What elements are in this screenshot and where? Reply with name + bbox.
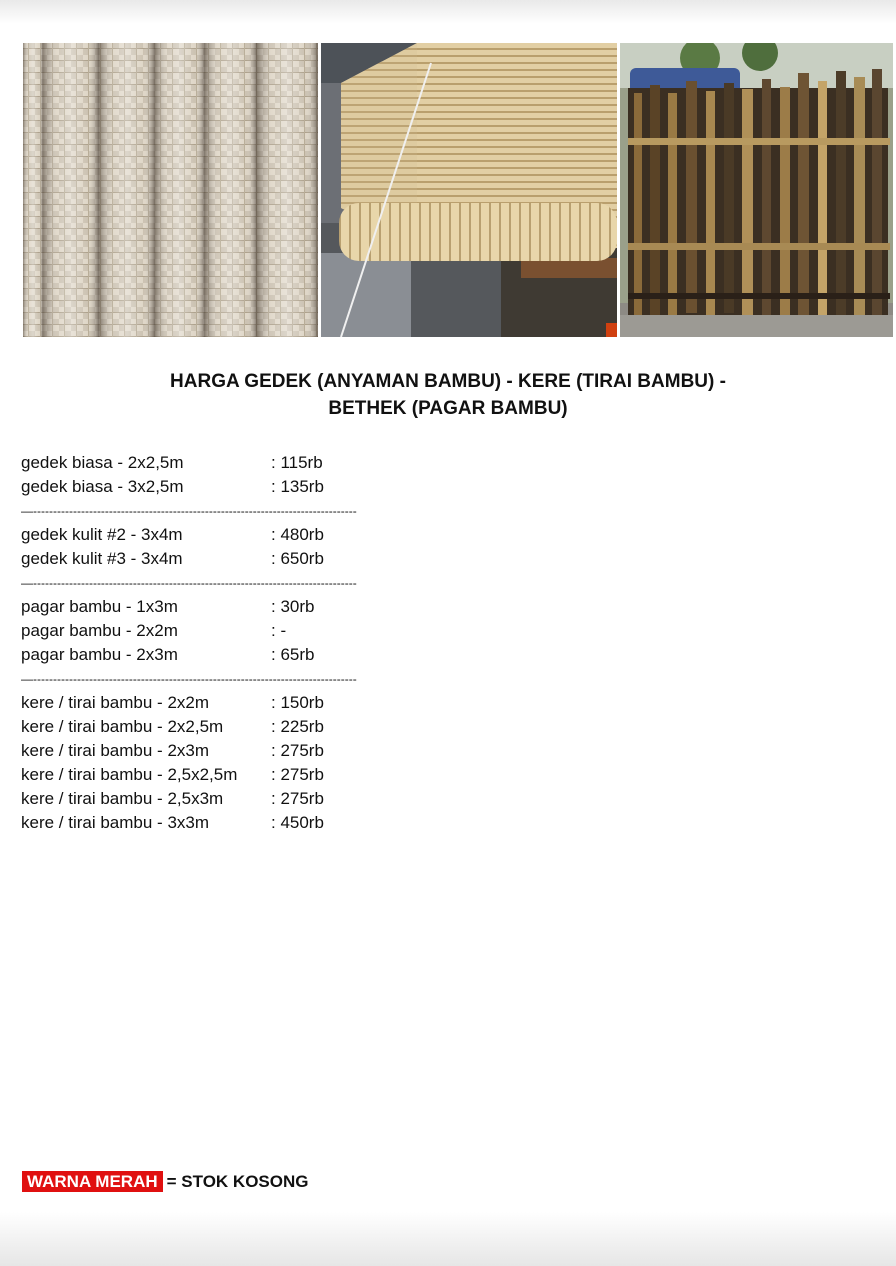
item-price: : 275rb: [271, 741, 324, 760]
list-item: [21, 475, 441, 499]
title-line-1: HARGA GEDEK (ANYAMAN BAMBU) - KERE (TIRAI BAMBU) -: [170, 371, 726, 392]
item-price: : 225rb: [271, 717, 324, 736]
item-price: : 450rb: [271, 813, 324, 832]
item-label: kere / tirai bambu - 2x2m: [21, 693, 210, 712]
item-label: pagar bambu - 2x3m: [21, 645, 178, 664]
item-price: : 275rb: [271, 789, 324, 808]
divider: —---------------------------------------------------------------------------------: [21, 576, 357, 590]
item-label: gedek kulit #3 - 3x4m: [21, 549, 183, 568]
list-item: [21, 715, 441, 739]
divider: —---------------------------------------------------------------------------------: [21, 672, 357, 686]
page-title: [0, 368, 896, 422]
item-label: gedek kulit #2 - 3x4m: [21, 525, 183, 544]
list-item: [21, 811, 441, 835]
divider: —---------------------------------------------------------------------------------: [21, 504, 357, 518]
legend-text: = STOK KOSONG: [166, 1172, 309, 1191]
list-item: [21, 451, 441, 475]
product-photo-strip: [23, 43, 893, 337]
list-item: [21, 619, 441, 643]
item-label: pagar bambu - 1x3m: [21, 597, 178, 616]
item-label: kere / tirai bambu - 2x2,5m: [21, 717, 224, 736]
page-top-shade: [0, 0, 896, 24]
item-label: kere / tirai bambu - 2x3m: [21, 741, 210, 760]
title-line-2: BETHEK (PAGAR BAMBU): [328, 398, 568, 419]
item-label: kere / tirai bambu - 2,5x2,5m: [21, 765, 238, 784]
price-list: [21, 451, 441, 835]
gedek-photo: [23, 43, 318, 337]
item-label: gedek biasa - 3x2,5m: [21, 477, 184, 496]
page-bottom-shade: [0, 1212, 896, 1266]
item-price: : 275rb: [271, 765, 324, 784]
list-item: [21, 739, 441, 763]
item-price: : 135rb: [271, 477, 324, 496]
red-color-badge: WARNA MERAH: [22, 1171, 163, 1192]
list-item: [21, 523, 441, 547]
list-item: [21, 763, 441, 787]
item-price: : 150rb: [271, 693, 324, 712]
list-item: [21, 691, 441, 715]
list-item: [21, 787, 441, 811]
item-label: kere / tirai bambu - 3x3m: [21, 813, 210, 832]
list-item: [21, 595, 441, 619]
item-label: pagar bambu - 2x2m: [21, 621, 178, 640]
item-price: : 480rb: [271, 525, 324, 544]
item-price: : 650rb: [271, 549, 324, 568]
stock-legend: [22, 1171, 309, 1193]
item-label: kere / tirai bambu - 2,5x3m: [21, 789, 224, 808]
item-price: : 115rb: [271, 453, 323, 472]
item-price: : 65rb: [271, 645, 315, 664]
bethek-photo: [620, 43, 893, 337]
list-item: [21, 547, 441, 571]
list-item: [21, 643, 441, 667]
kere-photo: [321, 43, 617, 337]
item-price: : -: [271, 621, 287, 640]
item-price: : 30rb: [271, 597, 315, 616]
item-label: gedek biasa - 2x2,5m: [21, 453, 184, 472]
